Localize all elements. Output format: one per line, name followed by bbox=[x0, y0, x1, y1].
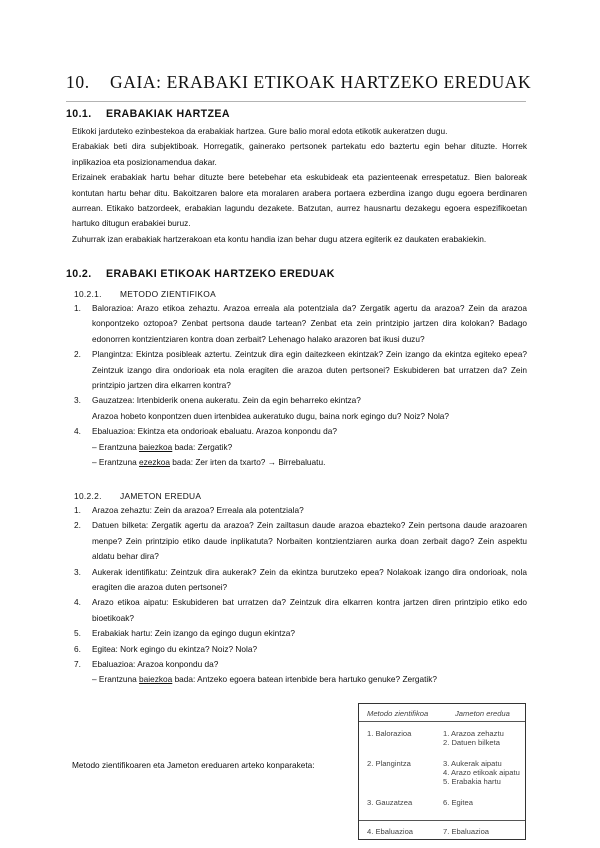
item-text: Aukerak identifikatu: Zeintzuk dira aukerak? Zein da ekintza burutzeko epea? Nolakoak izango dira ondorioak, nola eragiten die arazoa duten pertsonei? bbox=[92, 566, 527, 593]
list-item bbox=[74, 393, 527, 424]
table-header-scientific: Metodo zientifikoa bbox=[367, 709, 429, 718]
list-item bbox=[74, 347, 527, 393]
section-heading-10-1 bbox=[66, 108, 230, 120]
list-item bbox=[74, 301, 527, 347]
answer-line bbox=[92, 455, 527, 470]
list-item bbox=[74, 642, 527, 657]
table-cell-right: 4. Arazo etikoak aipatu bbox=[443, 768, 520, 777]
answer-keyword: baiezkoa bbox=[139, 674, 173, 685]
answer-suffix: bada: Antzeko egoera batean irtenbide bera hartuko genuke? Zergatik? bbox=[172, 674, 438, 685]
item-text: Gauzatzea: Irtenbiderik onena aukeratu. Zein da egin beharreko ekintza? bbox=[92, 395, 361, 406]
table-row-rule bbox=[359, 820, 525, 821]
item-number: 7. bbox=[74, 659, 81, 670]
item-text-continued: Arazoa hobeto konpontzen duen irtenbidea aukeratuko dugu, baina nork egingo du? Noiz? Nola? bbox=[92, 410, 450, 421]
title-number: 10. bbox=[66, 72, 90, 92]
subsection-number: 10.2.2. bbox=[74, 491, 102, 501]
item-text: Datuen bilketa: Zergatik agertu da arazoa? Zein zailtasun daude arazoa ebazteko? Zein pertsona daude arazoaren menpe? Zein printzipio etiko daude inplikatuta? Norbaiten kontzientziaren aurka doan zerbait dago? Zein aspektu aldatu behar dira? bbox=[92, 520, 527, 562]
item-text: Arazoa zehaztu: Zein da arazoa? Erreala ala potentziala? bbox=[92, 505, 304, 515]
subsection-heading-10-2-2 bbox=[74, 491, 201, 501]
item-text: Balorazioa: Arazo etikoa zehaztu. Arazoa erreala ala potentziala da? Zergatik agertu da arazoa? Zein da arazoa konpontzeko oztopoa? Zenbat pertsona daude tartean? Zenbat eta zein printzipio jartzen dira kolokan? Badago edonorren kontzientziaren kontra doan zerbait? Lehenago halako arazoren bat ikusi duzu? bbox=[92, 303, 527, 344]
comparison-table bbox=[358, 703, 526, 840]
answer-prefix: – Erantzuna bbox=[92, 441, 140, 452]
answer-prefix: – Erantzuna bbox=[92, 457, 140, 468]
list-item bbox=[74, 503, 527, 518]
section-heading-10-2 bbox=[66, 268, 335, 280]
answer-suffix: bada: Zer irten da txarto? → Birrebaluatu. bbox=[169, 457, 326, 468]
list-item bbox=[74, 424, 527, 470]
item-number: 5. bbox=[74, 628, 81, 639]
table-cell-left: 4. Ebaluazioa bbox=[367, 827, 414, 836]
scientific-method-list bbox=[74, 301, 527, 470]
table-cell-left: 1. Balorazioa bbox=[367, 729, 412, 738]
answer-keyword: baiezkoa bbox=[139, 441, 173, 452]
title-text: GAIA: ERABAKI ETIKOAK HARTZEKO EREDUAK bbox=[110, 72, 532, 92]
item-number: 4. bbox=[74, 597, 81, 608]
item-text: Erabakiak hartu: Zein izango da egingo dugun ekintza? bbox=[92, 628, 295, 639]
section-number: 10.2. bbox=[66, 268, 92, 280]
title-divider bbox=[66, 101, 526, 102]
list-item bbox=[74, 518, 527, 564]
subsection-heading-10-2-1 bbox=[74, 289, 216, 299]
table-cell-right: 1. Arazoa zehaztu bbox=[443, 729, 504, 738]
item-text: Ebaluazioa: Ekintza eta ondorioak ebaluatu. Arazoa konpondu da? bbox=[92, 426, 337, 437]
item-number: 1. bbox=[74, 505, 81, 515]
list-item bbox=[74, 565, 527, 596]
jameton-model-list bbox=[74, 503, 527, 688]
table-cell-right: 7. Ebaluazioa bbox=[443, 827, 490, 836]
list-item bbox=[74, 626, 527, 641]
section-title: ERABAKIAK HARTZEA bbox=[106, 108, 230, 120]
section-number: 10.1. bbox=[66, 108, 92, 120]
table-cell-right: 6. Egitea bbox=[443, 798, 473, 807]
item-number: 2. bbox=[74, 520, 81, 531]
page-title bbox=[66, 72, 536, 93]
item-number: 1. bbox=[74, 303, 81, 313]
section-title: ERABAKI ETIKOAK HARTZEKO EREDUAK bbox=[106, 268, 335, 280]
table-cell-right: 5. Erabakia hartu bbox=[443, 777, 501, 786]
comparison-caption: Metodo zientifikoaren eta Jameton ereduaren arteko konparaketa: bbox=[72, 760, 315, 770]
answer-line bbox=[92, 440, 527, 455]
table-top-rule bbox=[359, 703, 525, 704]
item-text: Arazo etikoa aipatu: Eskubideren bat urratzen da? Zeintzuk dira elkarren kontra jartzen diren printzipio etiko edo bioetikoak? bbox=[92, 597, 527, 623]
paragraph: Erabakiak beti dira subjektiboak. Horregatik, gainerako pertsonek partekatu edo baztertu egin behar dituzte. Horrek inplikazioa eta posizionamendua dakar. bbox=[72, 141, 527, 167]
item-text: Ebaluazioa: Arazoa konpondu da? bbox=[92, 659, 219, 670]
item-text: Plangintza: Ekintza posibleak aztertu. Zeintzuk dira egin daitezkeen ekintzak? Zein izango da ekintza egiteko epea? Zeintzuk izango dira ondorioak eta nola eragiten die arazoa duten pertsonei? Eskubideren bat urratzen da? Zein printzipio jartzen dira elkarren kontra? bbox=[92, 349, 527, 391]
paragraph: Etikoki jarduteko ezinbestekoa da erabakiak hartzea. Gure balio moral edota etikotik aukeratzen dugu. bbox=[72, 126, 448, 136]
item-text: Egitea: Nork egingo du ekintza? Noiz? Nola? bbox=[92, 643, 258, 654]
paragraph: Erizainek erabakiak hartu behar dituzte bere betebehar eta eskubideak eta pazienteenak errespetatuz. Bien baloreak kontutan hartu behar ditu. Bakoitzaren balore eta moralaren arabera portaera ezberdina izango dugu egoera berdinaren aurrean. Etikako batzordeek, erabakian lagundu dezakete. Batzutan, aurrez hausnartu dezakegu egoera espezifikoetan hartuko ditugun erabakiei buruz. bbox=[72, 172, 527, 229]
item-number: 4. bbox=[74, 426, 81, 437]
answer-suffix: bada: Zergatik? bbox=[172, 441, 233, 452]
subsection-title: METODO ZIENTIFIKOA bbox=[120, 289, 216, 299]
table-cell-left: 2. Plangintza bbox=[367, 759, 411, 768]
list-item bbox=[74, 657, 527, 688]
table-cell-right: 2. Datuen bilketa bbox=[443, 738, 500, 747]
list-item bbox=[74, 595, 527, 626]
table-header-rule bbox=[359, 721, 525, 722]
item-number: 6. bbox=[74, 643, 81, 654]
subsection-title: JAMETON EREDUA bbox=[120, 491, 202, 501]
item-number: 2. bbox=[74, 349, 81, 360]
subsection-number: 10.2.1. bbox=[74, 289, 102, 299]
answer-prefix: – Erantzuna bbox=[92, 674, 140, 685]
section-1-body bbox=[72, 124, 527, 247]
paragraph: Zuhurrak izan erabakiak hartzerakoan eta kontu handia izan behar dugu atzera egiterik ez daukaten erabakiekin. bbox=[72, 233, 487, 244]
answer-line bbox=[92, 672, 527, 687]
table-header-jameton: Jameton eredua bbox=[455, 709, 510, 718]
answer-keyword: ezezkoa bbox=[139, 457, 170, 468]
item-number: 3. bbox=[74, 566, 81, 577]
table-cell-right: 3. Aukerak aipatu bbox=[443, 759, 502, 768]
table-cell-left: 3. Gauzatzea bbox=[367, 798, 413, 807]
item-number: 3. bbox=[74, 395, 81, 406]
